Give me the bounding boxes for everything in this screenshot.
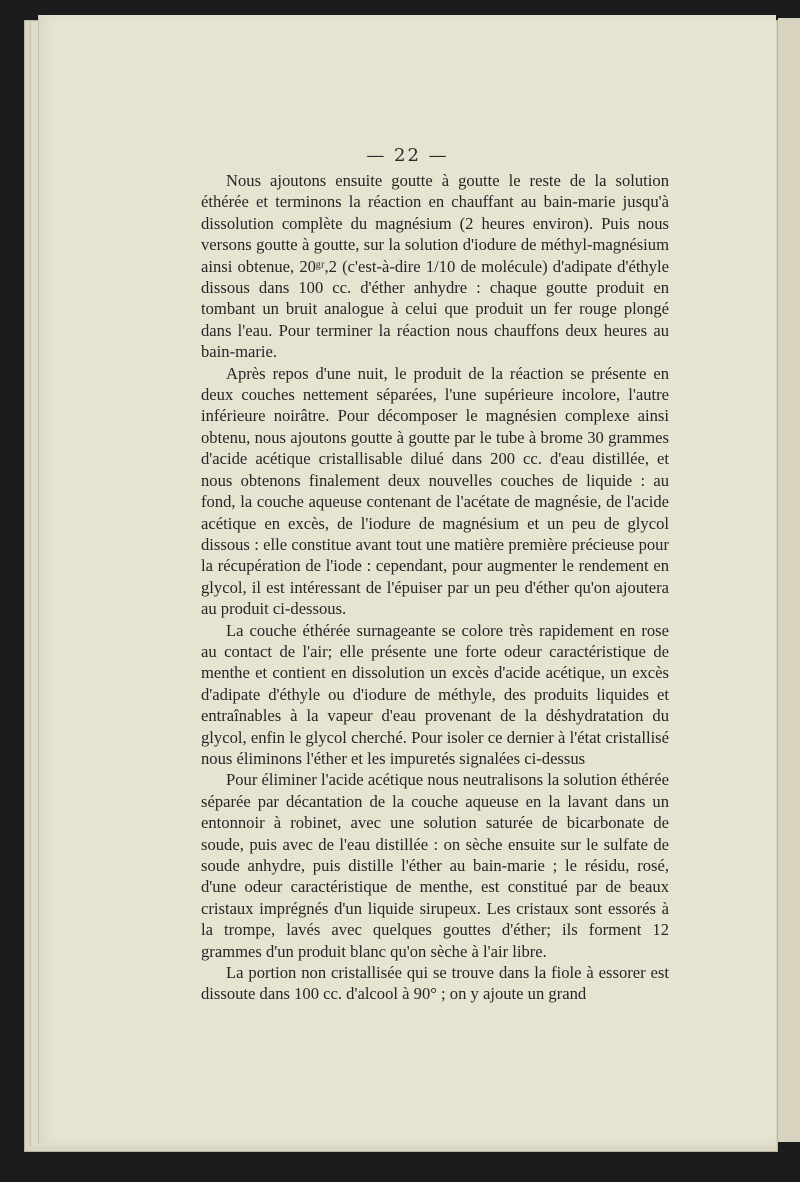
facing-page-edge (778, 18, 800, 1142)
page-number: — 22 — (366, 145, 449, 166)
paragraph: Nous ajoutons ensuite goutte à goutte le reste de la solution éthérée et terminons la réaction en chauffant au bain-marie jusqu'à dissolution complète du magnésium (2 heures environ). Puis nous versons goutte à goutte, sur la solution d'iodure de méthyl-magnésium ainsi obtenue, 20ᵍʳ,2 (c'est-à-dire 1/10 de molécule) d'adipate d'éthyle dissous dans 100 cc. d'éther anhydre : chaque goutte produit en tombant un bruit analogue à celui que produit un fer rouge plongé dans l'eau. Pour terminer la réaction nous chauffons deux heures au bain-marie. (201, 171, 669, 362)
paragraph: La portion non cristallisée qui se trouve dans la fiole à essorer est dissoute dans 100 cc. d'alcool à 90° ; on y ajoute un grand (201, 963, 669, 1004)
document-page (38, 15, 776, 1144)
body-text (201, 170, 669, 1005)
paragraph: Pour éliminer l'acide acétique nous neutralisons la solution éthérée séparée par décantation de la couche aqueuse en la lavant dans un entonnoir à robinet, avec une solution saturée de bicarbonate de soude, puis avec de l'eau distillée : on sèche ensuite sur le sulfate de soude anhydre, puis distille l'éther au bain-marie ; le résidu, rosé, d'une odeur caractéristique de menthe, est constitué par de beaux cristaux imprégnés d'un liquide sirupeux. Les cristaux sont essorés à la trompe, lavés avec quelques gouttes d'éther; ils forment 12 grammes d'un produit blanc qu'on sèche à l'air libre. (201, 770, 669, 961)
paragraph: La couche éthérée surnageante se colore très rapidement en rose au contact de l'air; elle présente une forte odeur caractéristique de menthe et contient en dissolution un excès d'acide acétique, un excès d'adipate d'éthyle ou d'iodure de méthyle, des produits liquides et entraînables à la vapeur d'eau provenant de la déshydratation du glycol, enfin le glycol cherché. Pour isoler ce dernier à l'état cristallisé nous éliminons l'éther et les impuretés signalées ci-dessus (201, 620, 669, 768)
paragraph: Après repos d'une nuit, le produit de la réaction se présente en deux couches nettement séparées, l'une supérieure incolore, l'autre inférieure noirâtre. Pour décomposer le magnésien complexe ainsi obtenu, nous ajoutons goutte à goutte par le tube à brome 30 grammes d'acide acétique cristallisable dilué dans 200 cc. d'eau distillée, et nous obtenons finalement deux nouvelles couches de liquide : au fond, la couche aqueuse contenant de l'acétate de magnésie, de l'acide acétique en excès, de l'iodure de magnésium et un peu de glycol dissous : elle constitue avant tout une matière première précieuse pour la récupération de l'iode : cependant, pour augmenter le rendement en glycol, il est intéressant de l'épuiser par un peu d'éther qu'on ajoutera au produit ci-dessous. (201, 363, 669, 619)
